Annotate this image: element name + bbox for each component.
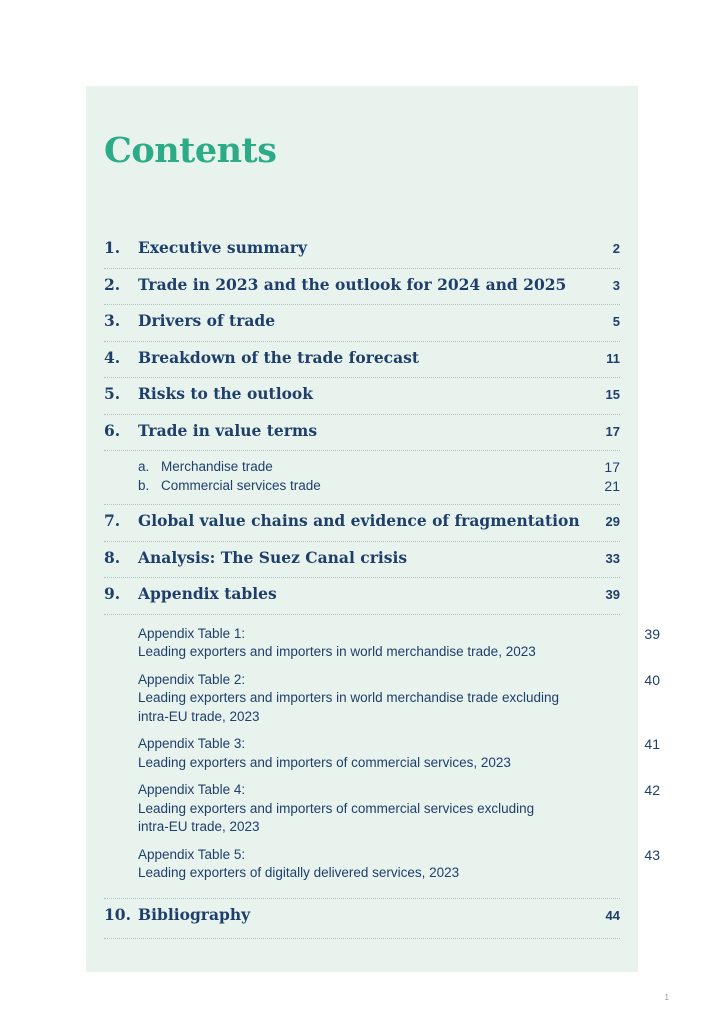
table-of-contents (104, 232, 660, 939)
appendix-entry-3[interactable] (138, 735, 660, 772)
appendix-title: Appendix Table 2: (138, 671, 246, 687)
toc-label: Trade in value terms (138, 420, 318, 440)
toc-entry-7[interactable] (104, 505, 620, 542)
toc-entry-5[interactable] (104, 378, 620, 415)
subentry-label: Commercial services trade (161, 477, 321, 493)
subentry-page: 17 (604, 459, 620, 475)
appendix-title: Appendix Table 4: (138, 782, 246, 797)
toc-entry-9[interactable] (104, 578, 620, 615)
toc-entry-1[interactable] (104, 232, 620, 269)
subentry-letter: b. (138, 477, 150, 493)
toc-number: 5. (104, 384, 121, 403)
toc-number: 4. (104, 347, 121, 367)
subentry-label: Merchandise trade (161, 459, 273, 474)
appendix-title: Appendix Table 3: (138, 736, 246, 751)
toc-page: 39 (605, 587, 620, 602)
toc-label: Executive summary (138, 238, 307, 257)
toc-label: Trade in 2023 and the outlook for 2024 and 2025 (138, 274, 567, 294)
appendix-title: Appendix Table 5: (138, 846, 246, 862)
toc-subentry-b[interactable] (138, 478, 620, 497)
toc-entry-10[interactable] (104, 899, 620, 939)
toc-subentry-a[interactable] (138, 459, 620, 478)
toc-subsection-group (104, 451, 620, 505)
appendix-page: 42 (644, 782, 660, 798)
toc-page: 5 (612, 314, 620, 329)
toc-page: 29 (605, 514, 620, 529)
appendix-page: 43 (644, 846, 660, 863)
toc-page: 44 (605, 907, 620, 923)
subentry-letter: a. (138, 459, 150, 474)
appendix-description-cont: intra-EU trade, 2023 (138, 819, 260, 834)
appendix-description: Leading exporters of digitally delivered services, 2023 (138, 865, 460, 880)
toc-page: 3 (612, 277, 620, 293)
toc-label: Global value chains and evidence of fragmentation (138, 511, 580, 530)
appendix-description: Leading exporters and importers in world merchandise trade, 2023 (138, 644, 536, 659)
appendix-title: Appendix Table 1: (138, 625, 246, 641)
toc-page: 11 (606, 350, 620, 366)
toc-number: 6. (104, 420, 121, 440)
toc-entry-8[interactable] (104, 542, 620, 579)
appendix-description: Leading exporters and importers of commercial services excluding (138, 800, 535, 816)
toc-entry-4[interactable] (104, 342, 620, 379)
subentry-page: 21 (604, 477, 620, 494)
toc-page: 33 (605, 550, 620, 566)
page-title: Contents (104, 130, 277, 171)
appendix-description: Leading exporters and importers in world merchandise trade excluding (138, 690, 559, 705)
toc-number: 3. (104, 311, 121, 330)
toc-label: Appendix tables (138, 584, 277, 603)
appendix-entry-2[interactable] (138, 671, 660, 727)
toc-number: 2. (104, 274, 121, 294)
appendix-page: 39 (644, 625, 660, 642)
toc-number: 1. (104, 238, 121, 257)
toc-number: 8. (104, 547, 121, 567)
toc-label: Analysis: The Suez Canal crisis (138, 547, 408, 567)
toc-number: 9. (104, 584, 121, 603)
toc-entry-3[interactable] (104, 305, 620, 342)
appendix-description: Leading exporters and importers of commercial services, 2023 (138, 754, 511, 770)
toc-entry-6[interactable] (104, 415, 620, 452)
appendix-entry-1[interactable] (138, 625, 660, 662)
appendix-page: 41 (644, 736, 660, 752)
appendix-page: 40 (644, 671, 660, 688)
appendix-description-cont: intra-EU trade, 2023 (138, 708, 260, 724)
appendix-entry-4[interactable] (138, 781, 660, 837)
toc-page: 15 (605, 387, 620, 402)
toc-number: 7. (104, 511, 121, 530)
page-number: 1 (664, 993, 669, 1002)
appendix-tables-list (104, 615, 660, 899)
toc-label: Bibliography (138, 904, 251, 924)
appendix-entry-5[interactable] (138, 846, 660, 883)
toc-label: Breakdown of the trade forecast (138, 347, 420, 367)
toc-label: Risks to the outlook (138, 384, 314, 403)
toc-label: Drivers of trade (138, 311, 276, 330)
toc-page: 2 (612, 241, 620, 256)
toc-number: 10. (104, 904, 131, 924)
toc-entry-2[interactable] (104, 269, 620, 306)
toc-page: 17 (605, 423, 620, 439)
